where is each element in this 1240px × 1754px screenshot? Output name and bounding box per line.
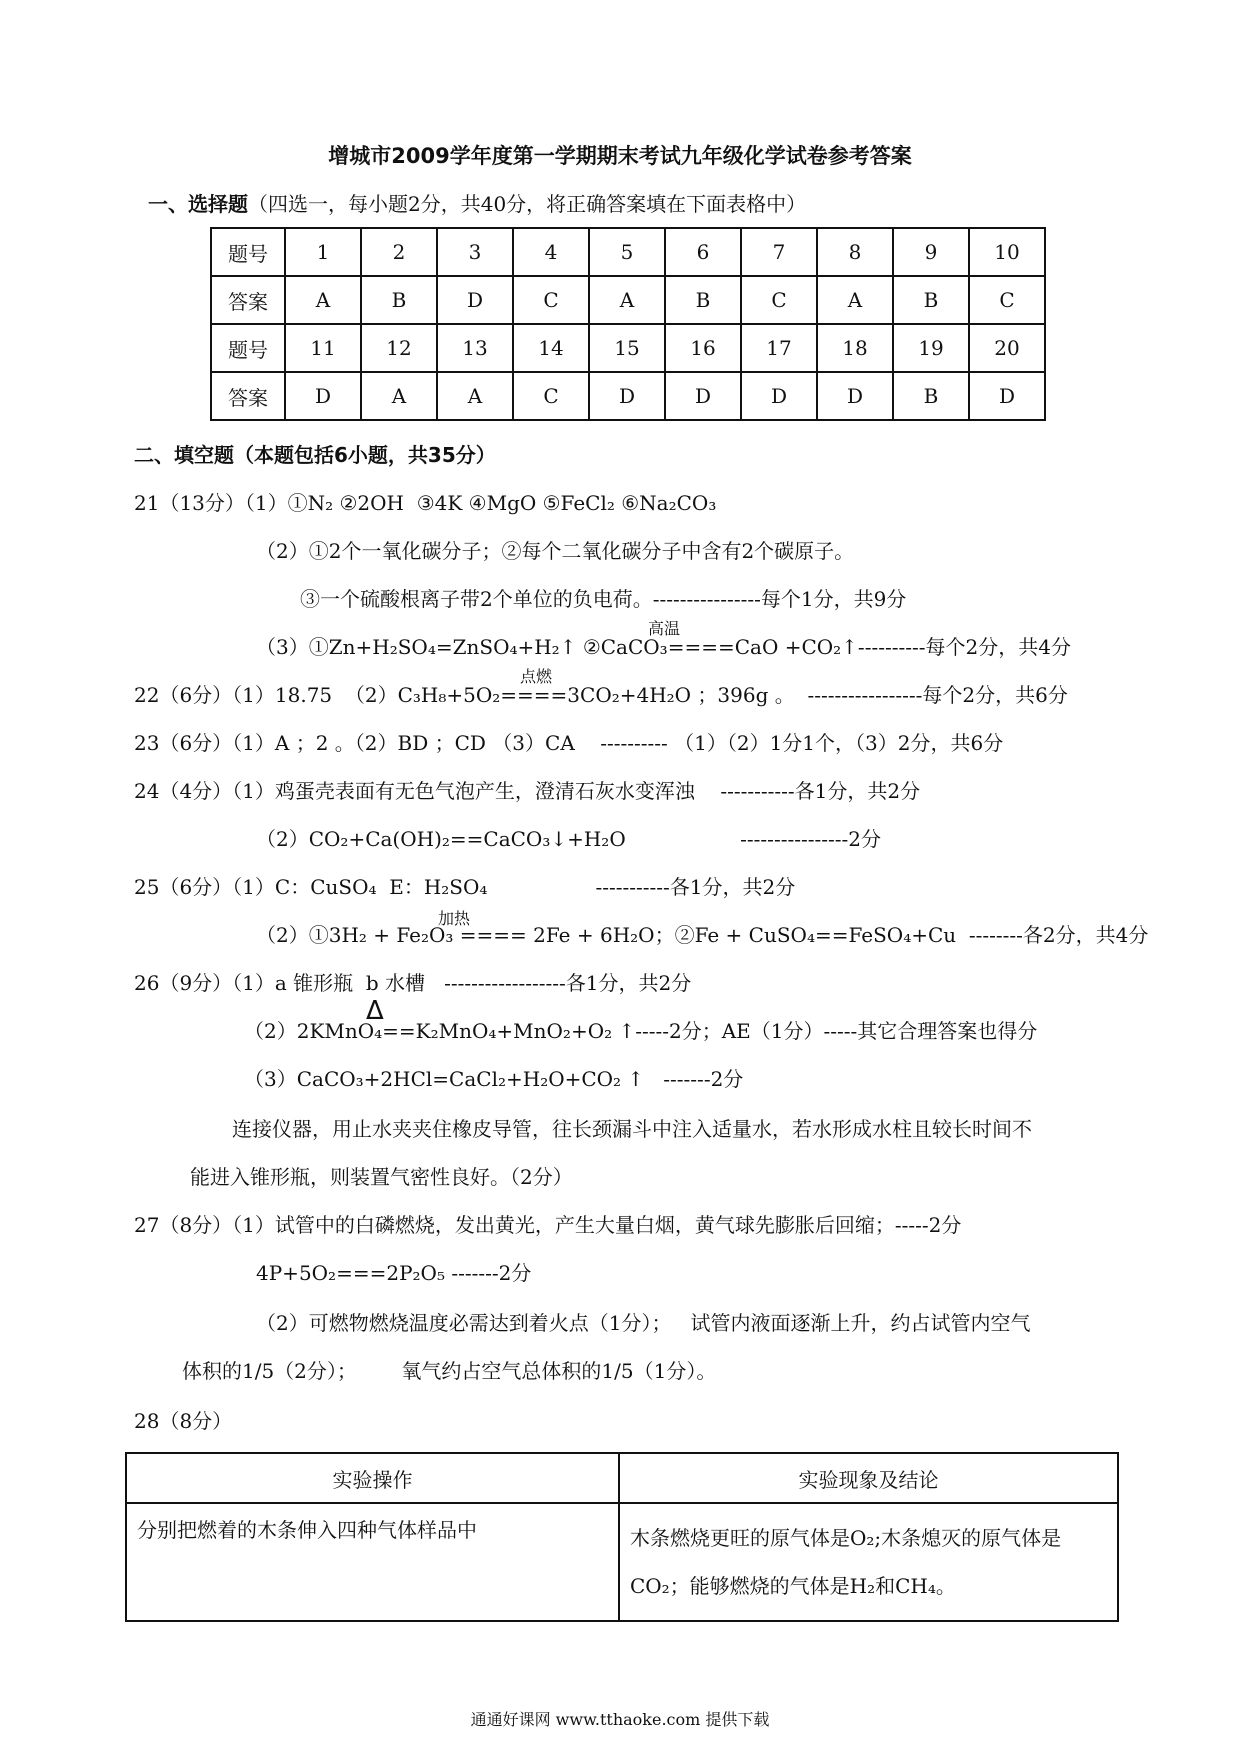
table-cell: 11 <box>285 324 361 372</box>
section1-heading: 一、选择题 <box>148 192 248 216</box>
table-cell: D <box>589 372 665 420</box>
q21-line-3: ③一个硫酸根离子带2个单位的负电荷。----------------每个1分，共9分 <box>300 587 907 611</box>
q26-line-2: （2）2KMnO₄==K₂MnO₄+MnO₂+O₂ ↑-----2分；AE（1分）-----其它合理答案也得分 <box>244 1019 1038 1043</box>
table-cell: 15 <box>589 324 665 372</box>
q21-condition-label: 高温 <box>648 619 681 638</box>
column-header: 实验现象及结论 <box>619 1453 1118 1503</box>
q21-line-1: 21（13分）（1）①N₂ ②2OH ③4K ④MgO ⑤FeCl₂ ⑥Na₂CO₃ <box>134 491 717 515</box>
table-row <box>211 228 1045 276</box>
q28-line: 28（8分） <box>134 1409 233 1433</box>
ans-label-cell: 答案 <box>211 372 285 420</box>
table-cell: D <box>817 372 893 420</box>
table-cell: B <box>893 372 969 420</box>
table-cell: 14 <box>513 324 589 372</box>
q23-line: 23（6分）（1）A ；2 。（2）BD ；CD （3）CA ---------- （1）（2）1分1个，（3）2分，共6分 <box>134 731 1004 755</box>
table-cell: D <box>741 372 817 420</box>
table-cell: D <box>437 276 513 324</box>
q27-line-4: 体积的1/5（2分）； 氧气约占空气总体积的1/5（1分）。 <box>182 1359 717 1383</box>
q27-line-3: （2）可燃物燃烧温度必需达到着火点（1分）； 试管内液面逐渐上升，约占试管内空气 <box>256 1311 1031 1335</box>
q22-line: 22（6分）（1）18.75 （2）C₃H₈+5O₂====3CO₂+4H₂O ；396g 。 -----------------每个2分，共6分 <box>134 683 1068 707</box>
table-cell: 1 <box>285 228 361 276</box>
table-cell: 6 <box>665 228 741 276</box>
q24-line-1: 24（4分）（1）鸡蛋壳表面有无色气泡产生，澄清石灰水变浑浊 -----------各1分，共2分 <box>134 779 921 803</box>
experiment-table <box>125 1452 1119 1622</box>
table-cell: 17 <box>741 324 817 372</box>
section1-line <box>148 192 806 216</box>
footer-text: 通通好课网 www.tthaoke.com 提供下载 <box>470 1710 770 1729</box>
table-cell: B <box>665 276 741 324</box>
table-cell: 19 <box>893 324 969 372</box>
table-cell: A <box>589 276 665 324</box>
table-cell: A <box>817 276 893 324</box>
table-cell: C <box>969 276 1045 324</box>
page-title: 增城市2009学年度第一学期期末考试九年级化学试卷参考答案 <box>328 144 912 168</box>
table-cell: D <box>969 372 1045 420</box>
table-row <box>211 276 1045 324</box>
q27-line-1: 27（8分）（1）试管中的白磷燃烧，发出黄光，产生大量白烟，黄气球先膨胀后回缩；-----2分 <box>134 1213 962 1237</box>
q25-condition-label: 加热 <box>438 909 471 928</box>
table-cell: D <box>285 372 361 420</box>
table-cell: C <box>741 276 817 324</box>
table-cell-result: 木条燃烧更旺的原气体是O₂;木条熄灭的原气体是CO₂；能够燃烧的气体是H₂和CH₄。 <box>619 1503 1118 1621</box>
table-cell: 10 <box>969 228 1045 276</box>
table-cell: B <box>361 276 437 324</box>
q22-condition-label: 点燃 <box>520 667 553 686</box>
table-row <box>211 372 1045 420</box>
multiple-choice-answer-table <box>210 227 1046 421</box>
table-cell: A <box>437 372 513 420</box>
q25-line-1: 25（6分）（1）C：CuSO₄ E：H₂SO₄ -----------各1分，共2分 <box>134 875 796 899</box>
table-cell: 9 <box>893 228 969 276</box>
q27-line-2: 4P+5O₂===2P₂O₅ -------2分 <box>256 1261 532 1285</box>
q26-line-5: 能进入锥形瓶，则装置气密性良好。（2分） <box>190 1165 573 1189</box>
section1-note: （四选一，每小题2分，共40分，将正确答案填在下面表格中） <box>248 192 807 216</box>
q26-line-1: 26（9分）（1）a 锥形瓶 b 水槽 ------------------各1分，共2分 <box>134 971 692 995</box>
column-header: 实验操作 <box>126 1453 619 1503</box>
table-cell: A <box>285 276 361 324</box>
table-cell: 2 <box>361 228 437 276</box>
table-cell: C <box>513 372 589 420</box>
q21-line-4: （3）①Zn+H₂SO₄=ZnSO₄+H₂↑ ②CaCO₃====CaO +CO₂↑----------每个2分，共4分 <box>256 635 1071 659</box>
section2-heading: 二、填空题（本题包括6小题，共35分） <box>134 443 496 467</box>
q21-line-2: （2）①2个一氧化碳分子；②每个二氧化碳分子中含有2个碳原子。 <box>256 539 855 563</box>
table-cell: 12 <box>361 324 437 372</box>
table-cell: 3 <box>437 228 513 276</box>
table-cell: 7 <box>741 228 817 276</box>
q25-line-2: （2）①3H₂ + Fe₂O₃ ==== 2Fe + 6H₂O；②Fe + CuSO₄==FeSO₄+Cu --------各2分，共4分 <box>256 923 1149 947</box>
q26-line-3: （3）CaCO₃+2HCl=CaCl₂+H₂O+CO₂ ↑ -------2分 <box>244 1067 744 1091</box>
table-cell: A <box>361 372 437 420</box>
table-row <box>211 324 1045 372</box>
num-label-cell: 题号 <box>211 324 285 372</box>
table-cell: 8 <box>817 228 893 276</box>
table-cell: 13 <box>437 324 513 372</box>
q24-line-2: （2）CO₂+Ca(OH)₂==CaCO₃↓+H₂O ----------------2分 <box>256 827 881 851</box>
heating-delta-label: Δ <box>366 996 384 1026</box>
table-cell: 16 <box>665 324 741 372</box>
q26-line-4: 连接仪器，用止水夹夹住橡皮导管，往长颈漏斗中注入适量水，若水形成水柱且较长时间不 <box>232 1117 1032 1141</box>
table-cell: B <box>893 276 969 324</box>
ans-label-cell: 答案 <box>211 276 285 324</box>
table-cell: 20 <box>969 324 1045 372</box>
table-row <box>126 1503 1118 1621</box>
table-cell: D <box>665 372 741 420</box>
table-row <box>126 1453 1118 1503</box>
num-label-cell: 题号 <box>211 228 285 276</box>
table-cell: 18 <box>817 324 893 372</box>
table-cell: C <box>513 276 589 324</box>
table-cell-operation: 分别把燃着的木条伸入四种气体样品中 <box>126 1503 619 1621</box>
table-cell: 5 <box>589 228 665 276</box>
table-cell: 4 <box>513 228 589 276</box>
